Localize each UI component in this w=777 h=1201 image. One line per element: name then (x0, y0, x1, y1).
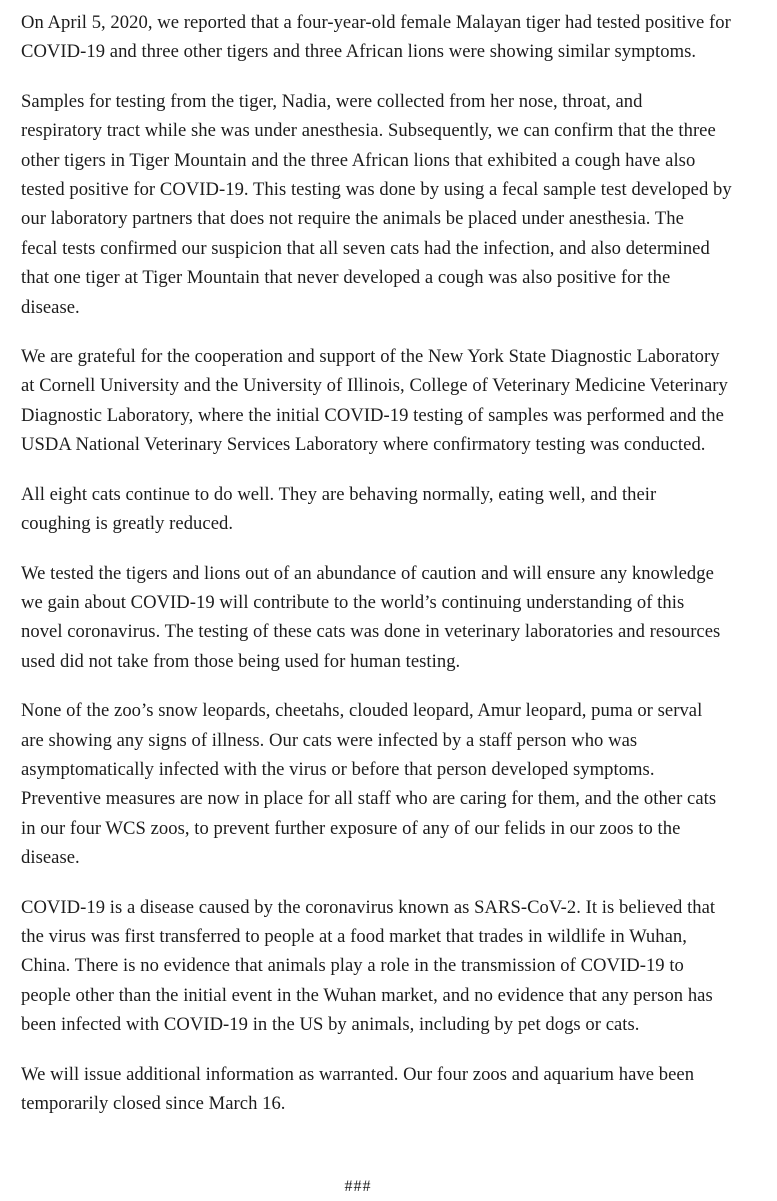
paragraph-other-cats: None of the zoo’s snow leopards, cheetahs, clouded leopard, Amur leopard, puma or serval are showing any signs of illness. Our cats were infected by a staff person who was asymptomatically infected with the virus or before that person developed symptoms. Preventive measures are now in place for all staff who are caring for them, and the other cats in our four WCS zoos, to prevent further exposure of any of our felids in our zoos to the disease. (21, 700, 717, 869)
press-release-body (21, 8, 766, 1138)
paragraph-test-results: Samples for testing from the tiger, Nadia, were collected from her nose, throat, and respiratory tract while she was under anesthesia. Subsequently, we can confirm that the three other tigers in Tiger Mountain and the three African lions that exhibited a cough have also tested positive for COVID-19. This testing was done by using a fecal sample test developed by our laboratory partners that does not require the animals be placed under anesthesia. The fecal tests confirmed our suspicion that all seven cats had the infection, and also determined that one tiger at Tiger Mountain that never developed a cough was also positive for the disease. (21, 90, 732, 318)
paragraph-closure-notice: We will issue additional information as warranted. Our four zoos and aquarium have been temporarily closed since March 16. (21, 1063, 695, 1114)
paragraph-initial-report: On April 5, 2020, we reported that a four-year-old female Malayan tiger had tested positive for COVID-19 and three other tigers and three African lions were showing similar symptoms. (21, 12, 731, 63)
paragraph-cats-status: All eight cats continue to do well. They are behaving normally, eating well, and their coughing is greatly reduced. (21, 483, 657, 535)
paragraph-testing-rationale: We tested the tigers and lions out of an abundance of caution and will ensure any knowledge we gain about COVID-19 will contribute to the world’s continuing understanding of this novel coronavirus. The testing of these cats was done in veterinary laboratories and resources used did not take from those being used for human testing. (21, 562, 721, 672)
paragraph-covid-background: COVID-19 is a disease caused by the coronavirus known as SARS-CoV-2. It is believed that the virus was first transferred to people at a food market that trades in wildlife in Wuhan, China. There is no evidence that animals play a role in the transmission of COVID-19 to people other than the initial event in the Wuhan market, and no evidence that any person has been infected with COVID-19 in the US by animals, including by pet dogs or cats. (21, 896, 716, 1036)
end-of-release-mark: ### (344, 1178, 372, 1195)
paragraph-acknowledgements: We are grateful for the cooperation and support of the New York State Diagnostic Laboratory at Cornell University and the University of Illinois, College of Veterinary Medicine Veterinary Diagnostic Laboratory, where the initial COVID-19 testing of samples was performed and the USDA National Veterinary Services Laboratory where confirmatory testing was conducted. (21, 346, 728, 456)
